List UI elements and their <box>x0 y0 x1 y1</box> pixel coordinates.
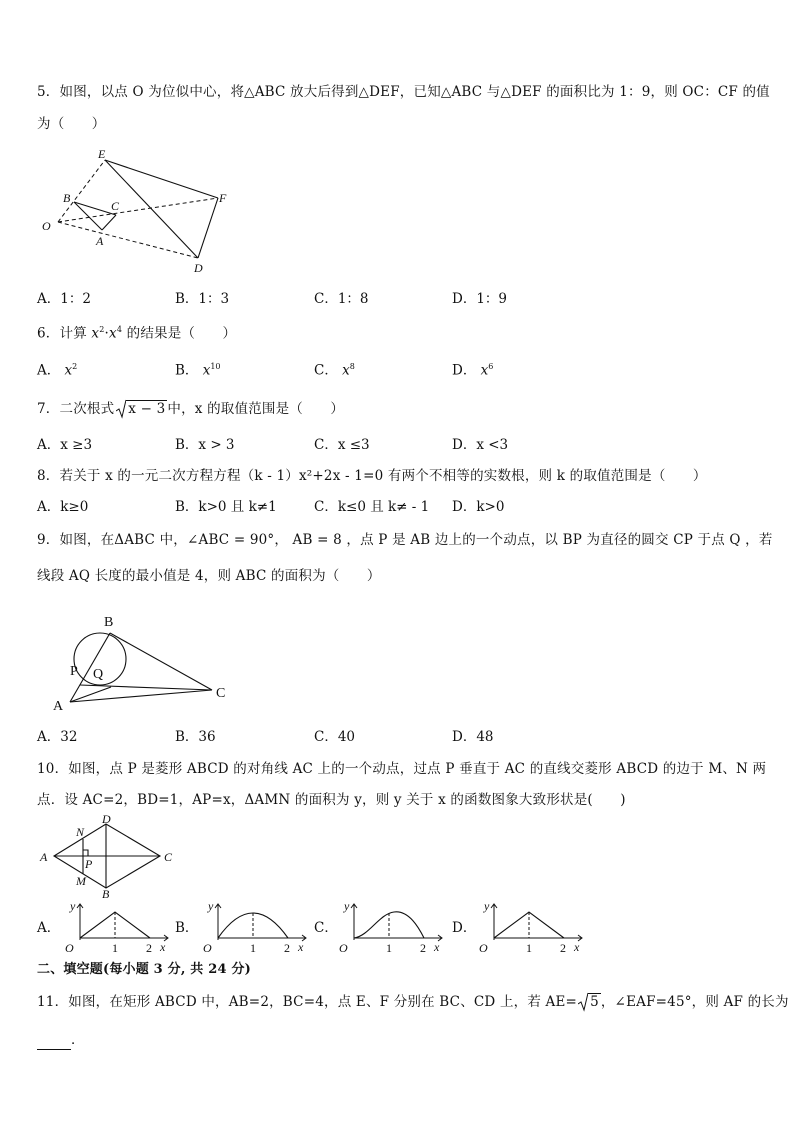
q5-option-c: C．1：8 <box>314 291 369 307</box>
q9-option-a: A．32 <box>37 729 78 745</box>
q9-option-b: B．36 <box>175 729 216 745</box>
q6-option-a: A． $x^2$ <box>37 362 78 379</box>
q11-radical: 5 <box>578 992 601 1012</box>
q9-label-a: A <box>53 699 64 714</box>
q7-stem: 7．二次根式 x − 3 中，x 的取值范围是（ ） <box>37 401 345 417</box>
svg-text:2: 2 <box>420 941 426 955</box>
svg-text:1: 1 <box>386 941 392 955</box>
svg-text:1: 1 <box>526 941 532 955</box>
svg-text:O: O <box>479 941 488 955</box>
q10-label-c: C <box>164 850 173 864</box>
q9-stem-line1: 9．如图，在ΔABC 中，∠ABC = 90°， AB = 8 ，点 P 是 AB 边上的一个动点，以 BP 为直径的圆交 CP 于点 Q ，若 <box>37 532 773 548</box>
q8-option-d: D．k>0 <box>452 499 505 515</box>
q6-option-d: D． $x^6$ <box>452 362 494 379</box>
q9-label-b: B <box>104 615 114 630</box>
q10-option-d-graph <box>474 898 594 956</box>
q5-label-f: F <box>219 191 227 205</box>
q9-label-p: P <box>70 664 78 679</box>
svg-text:1: 1 <box>250 941 256 955</box>
q10-label-n: N <box>76 825 85 839</box>
svg-text:O: O <box>65 941 74 955</box>
q10-label-b: B <box>102 887 110 898</box>
q8-option-b: B．k>0 且 k≠1 <box>175 499 277 515</box>
q8-stem: 8．若关于 x 的一元二次方程方程（k - 1）x²+2x - 1=0 有两个不相等的实数根，则 k 的取值范围是（ ） <box>37 468 707 484</box>
svg-text:x: x <box>434 940 440 954</box>
q5-label-c: C <box>111 199 120 213</box>
q10-option-d-label: D． <box>452 920 477 936</box>
q6-option-b: B． $x^{10}$ <box>175 362 221 379</box>
q9-figure <box>48 606 248 714</box>
q7-option-b: B．x > 3 <box>175 437 235 453</box>
q10-option-b-label: B． <box>175 920 199 936</box>
q5-label-d: D <box>194 261 203 275</box>
q7-radical: x − 3 <box>116 399 167 419</box>
q10-label-a: A <box>40 850 48 864</box>
q9-stem-line2: 线段 AQ 长度的最小值是 4，则 ABC 的面积为（ ） <box>37 568 381 584</box>
q10-rhombus-figure <box>38 812 188 898</box>
svg-text:x: x <box>298 940 304 954</box>
q5-figure <box>38 146 238 276</box>
q10-option-c-graph <box>334 898 454 956</box>
q9-option-d: D．48 <box>452 729 494 745</box>
q10-label-p: P <box>85 857 93 871</box>
q10-option-a-label: A． <box>37 920 61 936</box>
q10-option-c-label: C． <box>314 920 338 936</box>
svg-text:O: O <box>339 941 348 955</box>
q5-label-a: A <box>96 234 104 248</box>
q5-label-b: B <box>63 191 71 205</box>
q6-stem: 6．计算 $x^2\cdot x^4$ 的结果是（ ） <box>37 325 237 342</box>
svg-text:2: 2 <box>146 941 152 955</box>
q7-option-a: A．x ≥3 <box>37 437 93 453</box>
q8-option-a: A．k≥0 <box>37 499 89 515</box>
q6-option-c: C． $x^8$ <box>314 362 355 379</box>
svg-text:y: y <box>208 899 214 913</box>
q10-stem-line2: 点．设 AC=2，BD=1，AP=x，ΔAMN 的面积为 y，则 y 关于 x 的函数图象大致形状是( ) <box>37 792 626 808</box>
q5-option-b: B．1：3 <box>175 291 230 307</box>
q10-option-b-graph <box>198 898 318 956</box>
q5-label-o: O <box>42 219 51 233</box>
svg-text:1: 1 <box>112 941 118 955</box>
q9-label-q: Q <box>93 667 104 682</box>
q10-label-m: M <box>76 874 86 888</box>
svg-text:y: y <box>484 899 490 913</box>
q8-option-c: C．k≤0 且 k≠ - 1 <box>314 499 430 515</box>
svg-text:2: 2 <box>560 941 566 955</box>
q11-answer-blank[interactable]: ． <box>37 1030 85 1050</box>
svg-text:x: x <box>160 940 166 954</box>
q7-option-c: C．x ≤3 <box>314 437 370 453</box>
svg-text:O: O <box>203 941 212 955</box>
q5-stem-line2: 为（ ） <box>37 116 106 132</box>
svg-text:y: y <box>344 899 350 913</box>
q7-option-d: D．x <3 <box>452 437 509 453</box>
svg-text:2: 2 <box>284 941 290 955</box>
q10-stem-line1: 10．如图，点 P 是菱形 ABCD 的对角线 AC 上的一个动点，过点 P 垂直于 AC 的直线交菱形 ABCD 的边于 M、N 两 <box>37 761 767 777</box>
q9-label-c: C <box>216 686 226 701</box>
q5-option-a: A．1：2 <box>37 291 91 307</box>
q5-label-e: E <box>98 147 106 161</box>
section-title-fill-in: 二、填空题(每小题 3 分, 共 24 分) <box>37 962 251 977</box>
svg-text:y: y <box>70 899 76 913</box>
q9-option-c: C．40 <box>314 729 356 745</box>
q5-option-d: D．1：9 <box>452 291 508 307</box>
q11-stem: 11．如图，在矩形 ABCD 中，AB=2，BC=4，点 E、F 分别在 BC、CD 上，若 AE= 5 ，∠EAF=45°，则 AF 的长为 <box>37 994 789 1010</box>
q10-label-d: D <box>102 812 111 826</box>
q10-option-a-graph <box>60 898 180 956</box>
svg-text:x: x <box>574 940 580 954</box>
q5-stem-line1: 5．如图，以点 O 为位似中心，将△ABC 放大后得到△DEF，已知△ABC 与△DEF 的面积比为 1：9，则 OC：CF 的值 <box>37 84 770 100</box>
